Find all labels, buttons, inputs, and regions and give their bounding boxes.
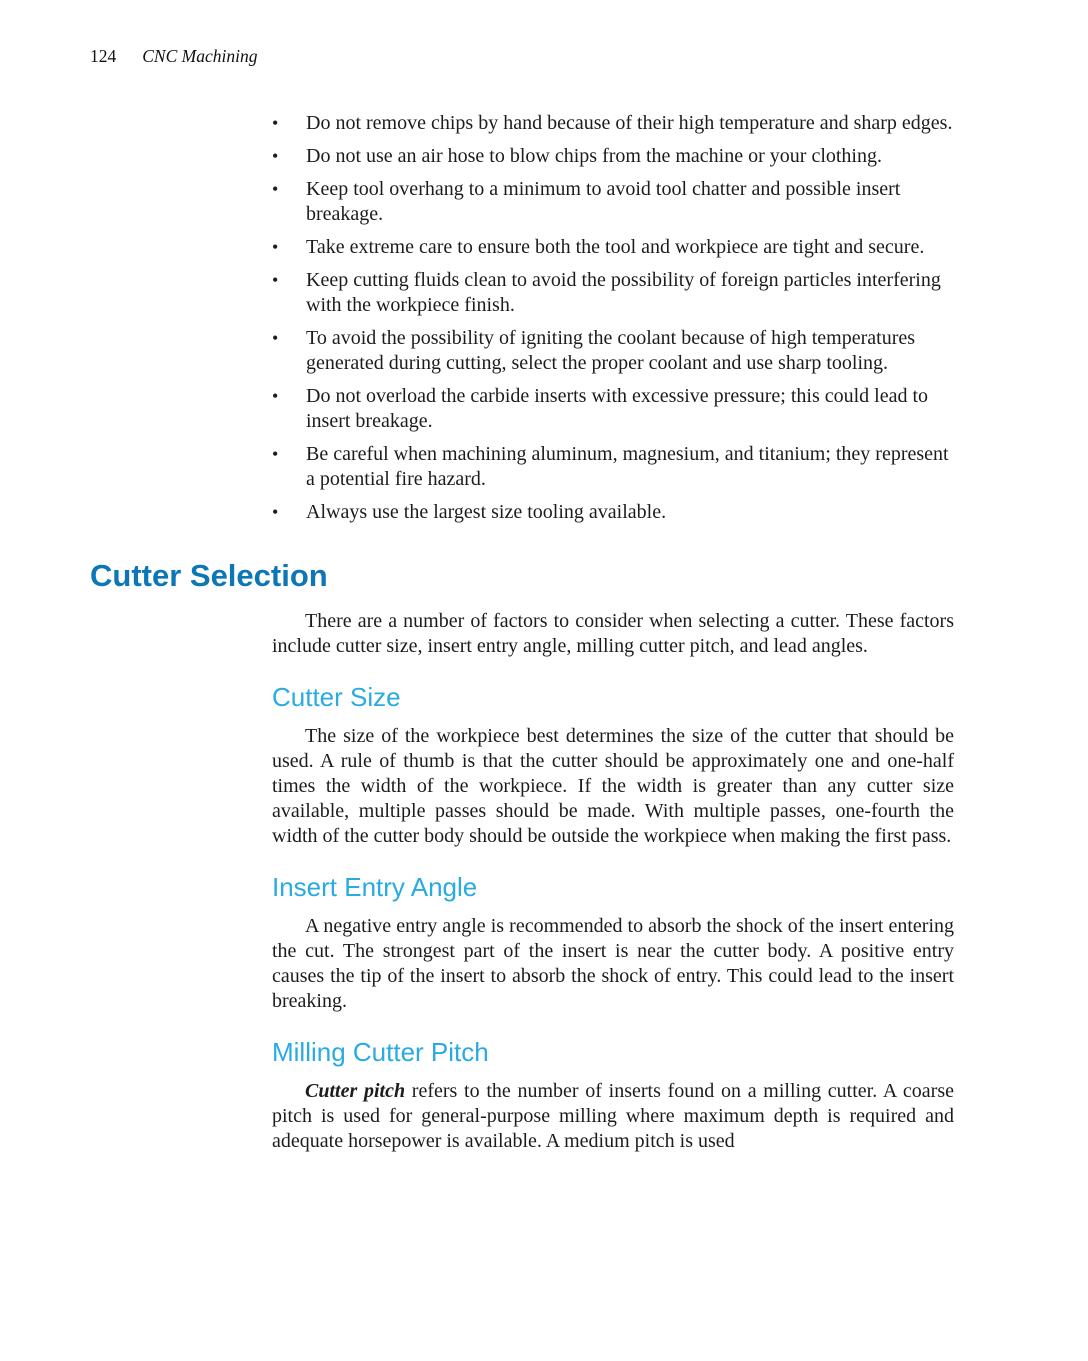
paragraph-milling-cutter-pitch (272, 1079, 954, 1154)
list-item (272, 268, 954, 318)
list-item (272, 442, 954, 492)
section-heading-cutter-selection: Cutter Selection (90, 558, 328, 593)
paragraph-cutter-selection-intro: There are a number of factors to consider when selecting a cutter. These factors include cutter size, insert entry angle, milling cutter pitch, and lead angles. (272, 610, 954, 657)
running-head (90, 46, 1088, 67)
list-item (272, 235, 954, 260)
bullet-icon: • (272, 113, 279, 133)
bullet-text: Keep cutting fluids clean to avoid the possibility of foreign particles interfering with the workpiece finish. (306, 269, 941, 316)
bullet-text: Keep tool overhang to a minimum to avoid tool chatter and possible insert breakage. (306, 178, 901, 225)
bullet-icon: • (272, 237, 279, 257)
book-title: CNC Machining (142, 46, 258, 66)
safety-bullet-list (272, 111, 954, 525)
bullet-text: Do not use an air hose to blow chips from the machine or your clothing. (306, 145, 882, 167)
bullet-icon: • (272, 386, 279, 406)
bullet-icon: • (272, 502, 279, 522)
paragraph-cutter-size: The size of the workpiece best determines the size of the cutter that should be used. A rule of thumb is that the cutter should be approximately one and one-half times the width of the workpiece. If the width is greater than any cutter size available, multiple passes should be made. With multiple passes, one-fourth the width of the cutter body should be outside the workpiece when making the first pass. (272, 725, 954, 847)
list-item (272, 177, 954, 227)
bullet-icon: • (272, 270, 279, 290)
paragraph-milling-cutter-pitch-rest: refers to the number of inserts found on a milling cutter. A coarse pitch is used for general-purpose milling where maximum depth is required and adequate horsepower is available. A medium pitch is used (272, 1080, 954, 1152)
page-number: 124 (90, 46, 117, 66)
list-item (272, 384, 954, 434)
bullet-icon: • (272, 328, 279, 348)
bullet-text: Take extreme care to ensure both the tool and workpiece are tight and secure. (306, 236, 925, 258)
bullet-text: Do not remove chips by hand because of their high temperature and sharp edges. (306, 112, 953, 134)
bullet-text: To avoid the possibility of igniting the coolant because of high temperatures generated during cutting, select the proper coolant and use sharp tooling. (306, 327, 916, 374)
sub-heading-milling-cutter-pitch: Milling Cutter Pitch (272, 1037, 489, 1067)
bullet-text: Do not overload the carbide inserts with excessive pressure; this could lead to insert breakage. (306, 385, 929, 432)
list-item (272, 326, 954, 376)
lead-term-cutter-pitch: Cutter pitch (305, 1080, 406, 1102)
list-item (272, 144, 954, 169)
list-item (272, 500, 954, 525)
bullet-icon: • (272, 444, 279, 464)
sub-heading-insert-entry-angle: Insert Entry Angle (272, 872, 478, 902)
sub-heading-cutter-size: Cutter Size (272, 682, 401, 712)
bullet-icon: • (272, 146, 279, 166)
bullet-text: Always use the largest size tooling available. (306, 501, 667, 523)
bullet-icon: • (272, 179, 279, 199)
paragraph-insert-entry-angle: A negative entry angle is recommended to absorb the shock of the insert entering the cut. The strongest part of the insert is near the cutter body. A positive entry causes the tip of the insert to absorb the shock of entry. This could lead to the insert breaking. (272, 915, 954, 1012)
bullet-text: Be careful when machining aluminum, magnesium, and titanium; they represent a potential fire hazard. (306, 443, 949, 490)
list-item (272, 111, 954, 136)
